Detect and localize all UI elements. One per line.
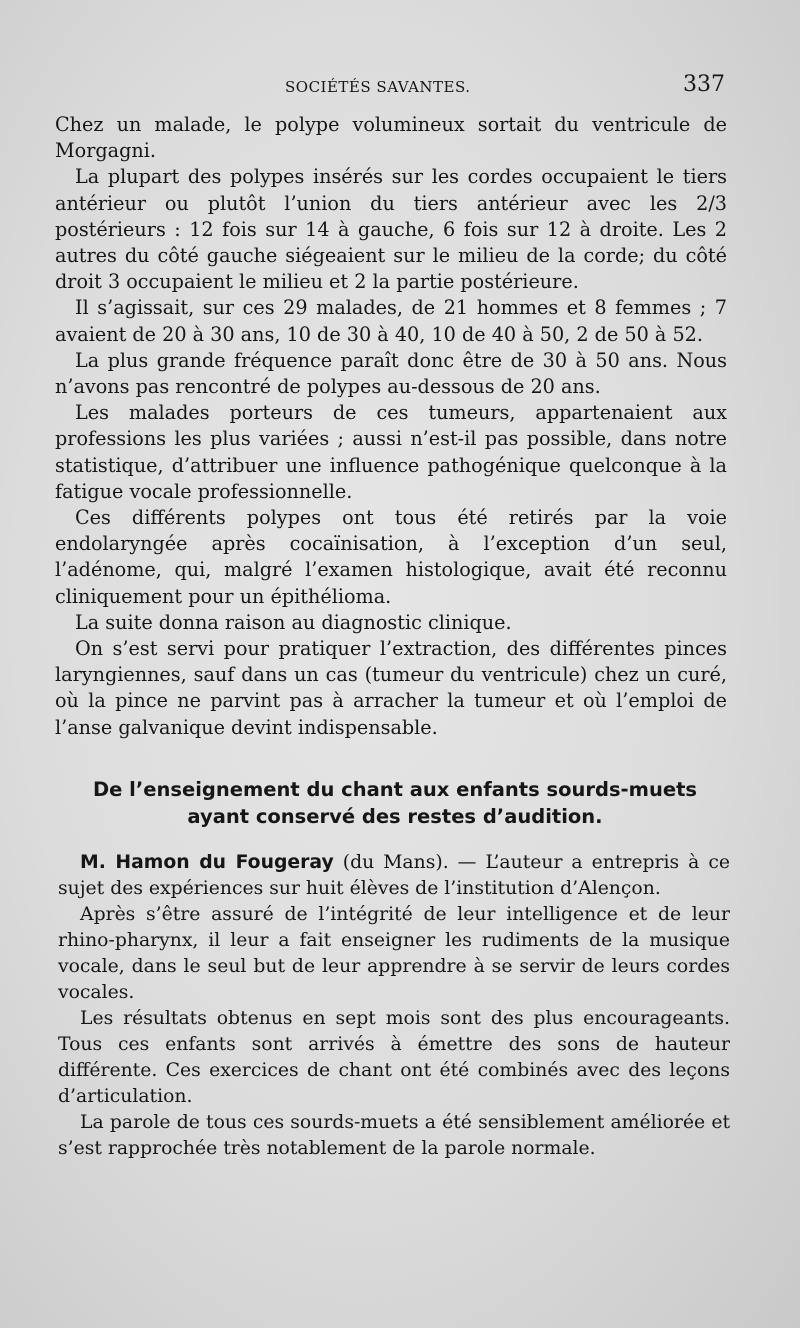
running-title: SOCIÉTÉS SAVANTES. [285,78,471,96]
paragraph: Ces différents polypes ont tous été retirés par la voie endolaryngée après cocaïnisation, à l’exception d’un seul, l’adénome, qui, malgré l’examen histologique, avait été reconnu cliniquement pour un épithélioma. [55,506,727,608]
running-head [55,72,725,102]
article-body [55,112,727,741]
author-paragraph-text: (du Mans). — L’auteur a entrepris à ce sujet des expériences sur huit élèves de l’institution d’Alençon. [58,852,730,899]
section-heading [60,776,730,830]
author-name: M. Hamon du Fougeray [80,852,334,873]
paragraph: La plupart des polypes insérés sur les cordes occupaient le tiers antérieur ou plutôt l’union du tiers antérieur avec les 2/3 postérieurs : 12 fois sur 14 à gauche, 6 fois sur 12 à droite. Les 2 autres du côté gauche siégeaient sur le milieu de la corde; du côté droit 3 occupaient le milieu et 2 la partie postérieure. [55,165,727,294]
paragraph: Les résultats obtenus en sept mois sont des plus encourageants. Tous ces enfants sont arrivés à émettre des sons de hauteur différente. Ces exercices de chant ont été combinés avec des leçons d’articulation. [58,1008,730,1107]
section-heading-line: ayant conservé des restes d’audition. [187,805,603,828]
page-number: 337 [683,72,725,97]
section-body [58,850,730,1162]
paragraph: Chez un malade, le polype volumineux sortait du ventricule de Morgagni. [55,113,727,163]
paragraph: Après s’être assuré de l’intégrité de leur intelligence et de leur rhino-pharynx, il leur a fait enseigner les rudiments de la musique vocale, dans le seul but de leur apprendre à se servir de leurs cordes vocales. [58,904,730,1003]
paragraph: On s’est servi pour pratiquer l’extraction, des différentes pinces laryngiennes, sauf dans un cas (tumeur du ventricule) chez un curé, où la pince ne parvint pas à arracher la tumeur et où l’emploi de l’anse galvanique devint indispensable. [55,637,727,739]
paragraph: La parole de tous ces sourds-muets a été sensiblement améliorée et s’est rapprochée très notablement de la parole normale. [58,1112,730,1159]
paragraph: Il s’agissait, sur ces 29 malades, de 21 hommes et 8 femmes ; 7 avaient de 20 à 30 ans, 10 de 30 à 40, 10 de 40 à 50, 2 de 50 à 52. [55,296,727,346]
section-heading-line: De l’enseignement du chant aux enfants sourds-muets [92,778,697,801]
paragraph: Les malades porteurs de ces tumeurs, appartenaient aux professions les plus variées ; aussi n’est-il pas possible, dans notre statistique, d’attribuer une influence pathogénique quelconque à la fatigue vocale professionnelle. [55,401,727,503]
paragraph: La plus grande fréquence paraît donc être de 30 à 50 ans. Nous n’avons pas rencontré de polypes au-dessous de 20 ans. [55,348,727,399]
author-paragraph [58,850,730,902]
paragraph: La suite donna raison au diagnostic clinique. [75,610,512,634]
